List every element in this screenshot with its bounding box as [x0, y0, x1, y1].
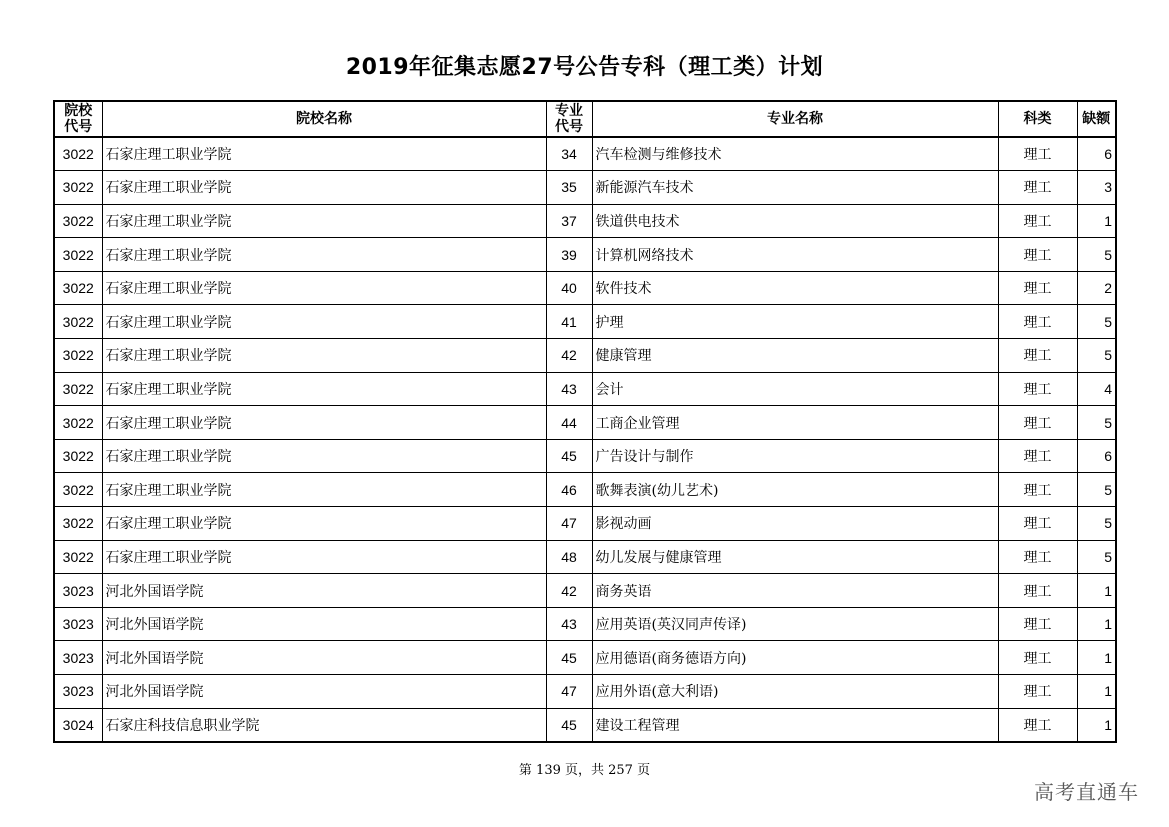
table-row — [54, 372, 1116, 406]
cell-vacancy: 6 — [1077, 439, 1116, 473]
cell-vacancy: 1 — [1077, 607, 1116, 641]
cell-school-name: 河北外国语学院 — [102, 574, 546, 608]
cell-major-code: 45 — [546, 641, 592, 675]
cell-category: 理工 — [998, 171, 1077, 205]
table-row — [54, 641, 1116, 675]
cell-school-name: 石家庄理工职业学院 — [102, 171, 546, 205]
cell-school-code: 3022 — [54, 305, 102, 339]
cell-vacancy: 5 — [1077, 406, 1116, 440]
cell-school-code: 3022 — [54, 271, 102, 305]
cell-major-code: 41 — [546, 305, 592, 339]
cell-major-name: 工商企业管理 — [592, 406, 998, 440]
cell-category: 理工 — [998, 339, 1077, 373]
cell-major-code: 48 — [546, 540, 592, 574]
cell-school-name: 石家庄理工职业学院 — [102, 372, 546, 406]
cell-major-name: 汽车检测与维修技术 — [592, 137, 998, 171]
cell-major-name: 计算机网络技术 — [592, 238, 998, 272]
cell-major-code: 45 — [546, 708, 592, 742]
cell-category: 理工 — [998, 574, 1077, 608]
cell-school-name: 河北外国语学院 — [102, 607, 546, 641]
cell-category: 理工 — [998, 372, 1077, 406]
cell-school-code: 3022 — [54, 204, 102, 238]
cell-major-name: 影视动画 — [592, 507, 998, 541]
cell-school-code: 3022 — [54, 507, 102, 541]
cell-major-name: 会计 — [592, 372, 998, 406]
cell-major-name: 广告设计与制作 — [592, 439, 998, 473]
cell-category: 理工 — [998, 540, 1077, 574]
cell-major-name: 软件技术 — [592, 271, 998, 305]
cell-major-code: 43 — [546, 372, 592, 406]
cell-category: 理工 — [998, 271, 1077, 305]
header-vacancy: 缺额 — [1077, 101, 1116, 137]
header-major-code-line1: 专业 — [555, 103, 583, 119]
cell-major-name: 健康管理 — [592, 339, 998, 373]
cell-major-name: 商务英语 — [592, 574, 998, 608]
table-row — [54, 238, 1116, 272]
page-title: 2019年征集志愿27号公告专科（理工类）计划 — [345, 55, 824, 80]
cell-school-name: 石家庄理工职业学院 — [102, 238, 546, 272]
cell-vacancy: 5 — [1077, 507, 1116, 541]
cell-school-name: 石家庄理工职业学院 — [102, 271, 546, 305]
cell-major-code: 40 — [546, 271, 592, 305]
cell-major-code: 34 — [546, 137, 592, 171]
cell-category: 理工 — [998, 708, 1077, 742]
header-major-code-line2: 代号 — [555, 119, 583, 135]
cell-school-code: 3022 — [54, 439, 102, 473]
table-header-row — [54, 101, 1116, 137]
table-row — [54, 675, 1116, 709]
cell-major-name: 应用外语(意大利语) — [592, 675, 998, 709]
cell-school-code: 3023 — [54, 675, 102, 709]
cell-school-code: 3023 — [54, 607, 102, 641]
cell-major-code: 37 — [546, 204, 592, 238]
cell-vacancy: 3 — [1077, 171, 1116, 205]
cell-school-name: 石家庄理工职业学院 — [102, 339, 546, 373]
cell-vacancy: 1 — [1077, 675, 1116, 709]
cell-vacancy: 6 — [1077, 137, 1116, 171]
cell-vacancy: 5 — [1077, 238, 1116, 272]
cell-category: 理工 — [998, 238, 1077, 272]
cell-major-name: 应用英语(英汉同声传译) — [592, 607, 998, 641]
cell-vacancy: 1 — [1077, 574, 1116, 608]
cell-school-name: 石家庄理工职业学院 — [102, 507, 546, 541]
cell-school-code: 3022 — [54, 238, 102, 272]
header-school-code — [54, 101, 102, 137]
cell-major-name: 幼儿发展与健康管理 — [592, 540, 998, 574]
page-number: 第 139 页，共 257 页 — [518, 763, 651, 778]
cell-major-name: 铁道供电技术 — [592, 204, 998, 238]
cell-major-code: 35 — [546, 171, 592, 205]
table-row — [54, 339, 1116, 373]
cell-category: 理工 — [998, 406, 1077, 440]
cell-category: 理工 — [998, 473, 1077, 507]
cell-school-name: 石家庄理工职业学院 — [102, 305, 546, 339]
cell-school-name: 石家庄科技信息职业学院 — [102, 708, 546, 742]
table-row — [54, 406, 1116, 440]
cell-major-code: 42 — [546, 339, 592, 373]
cell-school-code: 3022 — [54, 406, 102, 440]
cell-category: 理工 — [998, 675, 1077, 709]
cell-school-code: 3022 — [54, 473, 102, 507]
cell-major-name: 应用德语(商务德语方向) — [592, 641, 998, 675]
watermark-text: 高考直通车 — [1034, 780, 1139, 804]
cell-school-code: 3024 — [54, 708, 102, 742]
table-row — [54, 204, 1116, 238]
cell-school-name: 石家庄理工职业学院 — [102, 473, 546, 507]
table-row — [54, 708, 1116, 742]
cell-major-code: 43 — [546, 607, 592, 641]
cell-school-name: 河北外国语学院 — [102, 675, 546, 709]
cell-major-code: 47 — [546, 675, 592, 709]
cell-vacancy: 1 — [1077, 641, 1116, 675]
cell-major-code: 42 — [546, 574, 592, 608]
cell-school-code: 3022 — [54, 540, 102, 574]
cell-major-name: 建设工程管理 — [592, 708, 998, 742]
cell-school-name: 石家庄理工职业学院 — [102, 540, 546, 574]
cell-vacancy: 2 — [1077, 271, 1116, 305]
cell-category: 理工 — [998, 204, 1077, 238]
cell-school-code: 3022 — [54, 339, 102, 373]
cell-vacancy: 5 — [1077, 339, 1116, 373]
header-school-code-line2: 代号 — [64, 119, 93, 135]
table-row — [54, 439, 1116, 473]
header-school-code-line1: 院校 — [64, 103, 93, 119]
cell-school-name: 石家庄理工职业学院 — [102, 439, 546, 473]
cell-major-name: 歌舞表演(幼儿艺术) — [592, 473, 998, 507]
cell-school-name: 石家庄理工职业学院 — [102, 204, 546, 238]
cell-vacancy: 5 — [1077, 305, 1116, 339]
cell-vacancy: 1 — [1077, 204, 1116, 238]
table-row — [54, 473, 1116, 507]
header-school-name: 院校名称 — [102, 101, 546, 137]
table-body — [54, 137, 1116, 742]
cell-vacancy: 4 — [1077, 372, 1116, 406]
cell-category: 理工 — [998, 439, 1077, 473]
cell-school-name: 河北外国语学院 — [102, 641, 546, 675]
cell-school-code: 3022 — [54, 171, 102, 205]
table-row — [54, 137, 1116, 171]
cell-major-code: 47 — [546, 507, 592, 541]
cell-category: 理工 — [998, 507, 1077, 541]
cell-major-code: 39 — [546, 238, 592, 272]
cell-school-name: 石家庄理工职业学院 — [102, 406, 546, 440]
cell-major-name: 新能源汽车技术 — [592, 171, 998, 205]
cell-category: 理工 — [998, 641, 1077, 675]
cell-school-code: 3023 — [54, 641, 102, 675]
table-row — [54, 574, 1116, 608]
cell-major-code: 46 — [546, 473, 592, 507]
table-row — [54, 507, 1116, 541]
cell-category: 理工 — [998, 305, 1077, 339]
table-row — [54, 305, 1116, 339]
cell-major-code: 45 — [546, 439, 592, 473]
cell-school-code: 3022 — [54, 137, 102, 171]
header-major-code — [546, 101, 592, 137]
plan-table — [53, 100, 1117, 743]
table-row — [54, 171, 1116, 205]
table-row — [54, 540, 1116, 574]
cell-vacancy: 1 — [1077, 708, 1116, 742]
table-row — [54, 607, 1116, 641]
header-major-name: 专业名称 — [592, 101, 998, 137]
cell-school-code: 3023 — [54, 574, 102, 608]
cell-category: 理工 — [998, 137, 1077, 171]
cell-category: 理工 — [998, 607, 1077, 641]
cell-vacancy: 5 — [1077, 473, 1116, 507]
cell-major-code: 44 — [546, 406, 592, 440]
cell-vacancy: 5 — [1077, 540, 1116, 574]
header-category: 科类 — [998, 101, 1077, 137]
cell-school-code: 3022 — [54, 372, 102, 406]
table-row — [54, 271, 1116, 305]
cell-major-name: 护理 — [592, 305, 998, 339]
cell-school-name: 石家庄理工职业学院 — [102, 137, 546, 171]
